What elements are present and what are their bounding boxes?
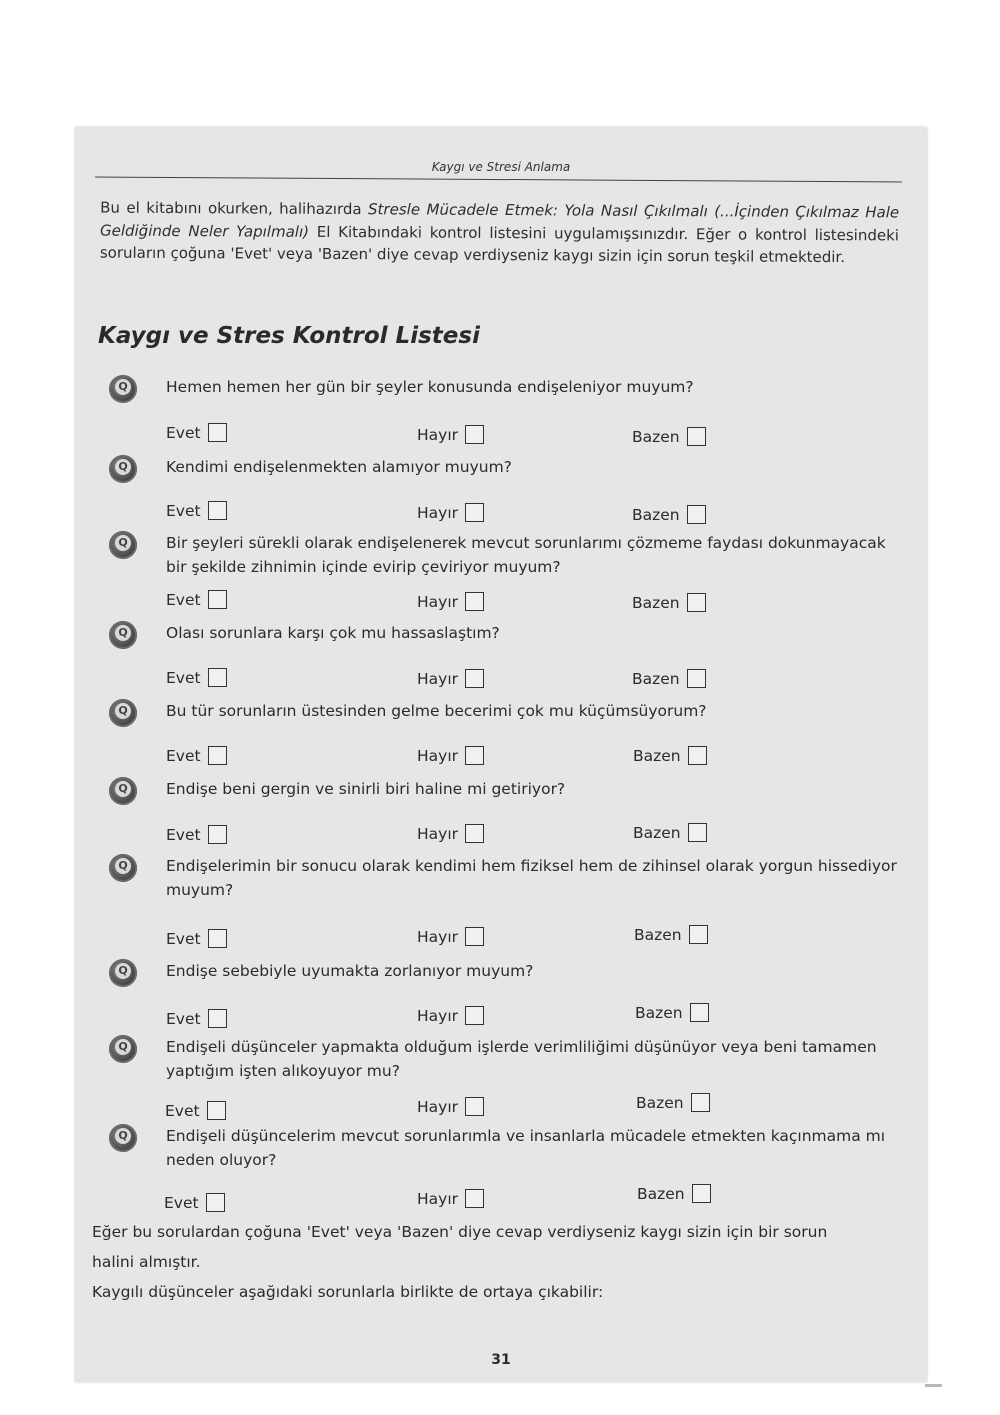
question-text: Endişe beni gergin ve sinirli biri haline mi getiriyor? (166, 780, 566, 798)
question-text: Hemen hemen her gün bir şeyler konusunda endişeleniyor muyum? (166, 378, 694, 396)
section-title: Kaygı ve Stres Kontrol Listesi (98, 323, 480, 349)
checkbox[interactable] (465, 425, 484, 444)
question-icon: Q (109, 777, 137, 805)
checkbox[interactable] (208, 1009, 227, 1028)
question-text: Bir şeyleri sürekli olarak endişelenerek mevcut sorunlarımı çözmeme faydası dokunmayacak bir şekilde zihnimin içinde evirip çeviriyor muyum? (166, 534, 886, 576)
option-evet[interactable]: Evet (166, 501, 227, 520)
checklist (75, 127, 927, 1382)
checkbox[interactable] (691, 1093, 710, 1112)
running-head: Kaygı ve Stresi Anlama (431, 160, 571, 174)
option-bazen[interactable]: Bazen (635, 1003, 709, 1022)
option-evet[interactable]: Evet (166, 668, 227, 687)
option-hayir[interactable]: Hayır (417, 824, 484, 843)
question-icon: Q (109, 455, 137, 483)
option-evet[interactable]: Evet (166, 590, 227, 609)
option-evet[interactable]: Evet (166, 929, 227, 948)
option-hayir[interactable]: Hayır (417, 425, 484, 444)
checkbox[interactable] (465, 1189, 484, 1208)
checkbox[interactable] (207, 1101, 226, 1120)
question-text: Olası sorunlara karşı çok mu hassaslaştım? (166, 624, 500, 642)
option-hayir[interactable]: Hayır (417, 1189, 484, 1208)
checkbox[interactable] (208, 746, 227, 765)
checkbox[interactable] (465, 746, 484, 765)
option-bazen[interactable]: Bazen (636, 1093, 710, 1112)
checkbox[interactable] (208, 668, 227, 687)
option-hayir[interactable]: Hayır (417, 927, 484, 946)
checkbox[interactable] (687, 593, 706, 612)
option-evet[interactable]: Evet (166, 423, 227, 442)
checkbox[interactable] (692, 1184, 711, 1203)
question-icon: Q (109, 1035, 137, 1063)
option-bazen[interactable]: Bazen (633, 823, 707, 842)
option-hayir[interactable]: Hayır (417, 669, 484, 688)
intro-part1: Bu el kitabını okurken, halihazırda (100, 198, 369, 219)
closing-line-2: Kaygılı düşünceler aşağıdaki sorunlarla birlikte de ortaya çıkabilir: (92, 1283, 604, 1301)
checkbox[interactable] (465, 927, 484, 946)
checkbox[interactable] (208, 590, 227, 609)
checkbox[interactable] (687, 669, 706, 688)
checkbox[interactable] (208, 501, 227, 520)
checkbox[interactable] (687, 427, 706, 446)
option-hayir[interactable]: Hayır (417, 592, 484, 611)
option-evet[interactable]: Evet (166, 746, 227, 765)
option-hayir[interactable]: Hayır (417, 1006, 484, 1025)
checkbox[interactable] (465, 669, 484, 688)
option-bazen[interactable]: Bazen (634, 925, 708, 944)
checkbox[interactable] (688, 746, 707, 765)
book-page (75, 127, 927, 1382)
option-bazen[interactable]: Bazen (632, 669, 706, 688)
checkbox[interactable] (687, 505, 706, 524)
option-bazen[interactable]: Bazen (633, 746, 707, 765)
intro-book-title: Stresle Mücadele Etmek: Yola Nasıl Çıkılmalı (...İçinden Çıkılmaz Hale Geldiğinde Neler Yapılmalı) (99, 200, 900, 241)
checkbox[interactable] (465, 824, 484, 843)
option-evet[interactable]: Evet (165, 1101, 226, 1120)
option-hayir[interactable]: Hayır (417, 503, 484, 522)
question-icon: Q (109, 531, 137, 559)
option-evet[interactable]: Evet (166, 1009, 227, 1028)
question-icon: Q (109, 621, 137, 649)
option-bazen[interactable]: Bazen (632, 505, 706, 524)
question-icon: Q (109, 699, 137, 727)
option-hayir[interactable]: Hayır (417, 746, 484, 765)
closing-paragraph (92, 1217, 847, 1307)
question-icon: Q (109, 854, 137, 882)
intro-part2: El Kitabındaki kontrol listesini uygulamışsınızdır. Eğer o kontrol listesindeki soruların çoğuna 'Evet' veya 'Bazen' diye cevap verdiyseniz kaygı sizin için sorun teşkil etmektedir. (99, 222, 900, 267)
checkbox[interactable] (465, 592, 484, 611)
checkbox[interactable] (689, 925, 708, 944)
page-edge-shadow (925, 1384, 942, 1387)
option-bazen[interactable]: Bazen (637, 1184, 711, 1203)
checkbox[interactable] (688, 823, 707, 842)
option-bazen[interactable]: Bazen (632, 427, 706, 446)
checkbox[interactable] (208, 929, 227, 948)
checkbox[interactable] (206, 1193, 225, 1212)
question-icon: Q (109, 375, 137, 403)
checkbox[interactable] (465, 1097, 484, 1116)
page-number: 31 (491, 1352, 511, 1368)
closing-line-1: Eğer bu sorulardan çoğuna 'Evet' veya 'Bazen' diye cevap verdiyseniz kaygı sizin için bir sorun halini almıştır. (92, 1223, 828, 1271)
question-text: Kendimi endişelenmekten alamıyor muyum? (166, 458, 512, 476)
question-icon: Q (109, 1124, 137, 1152)
question-text: Endişeli düşünceler yapmakta olduğum işlerde verimliliğimi düşünüyor veya beni tamamen yaptığım işten alıkoyuyor mu? (166, 1038, 877, 1080)
checkbox[interactable] (690, 1003, 709, 1022)
option-evet[interactable]: Evet (166, 825, 227, 844)
question-text: Endişelerimin bir sonucu olarak kendimi hem fiziksel hem de zihinsel olarak yorgun hissediyor muyum? (166, 857, 897, 899)
question-text: Endişe sebebiyle uyumakta zorlanıyor muyum? (166, 962, 534, 980)
checkbox[interactable] (208, 825, 227, 844)
question-text: Endişeli düşüncelerim mevcut sorunlarımla ve insanlarla mücadele etmekten kaçınmama mı neden oluyor? (166, 1127, 886, 1169)
checkbox[interactable] (465, 503, 484, 522)
question-text: Bu tür sorunların üstesinden gelme becerimi çok mu küçümsüyorum? (166, 702, 707, 720)
question-icon: Q (109, 959, 137, 987)
checkbox[interactable] (208, 423, 227, 442)
option-hayir[interactable]: Hayır (417, 1097, 484, 1116)
checkbox[interactable] (465, 1006, 484, 1025)
option-evet[interactable]: Evet (164, 1193, 225, 1212)
option-bazen[interactable]: Bazen (632, 593, 706, 612)
